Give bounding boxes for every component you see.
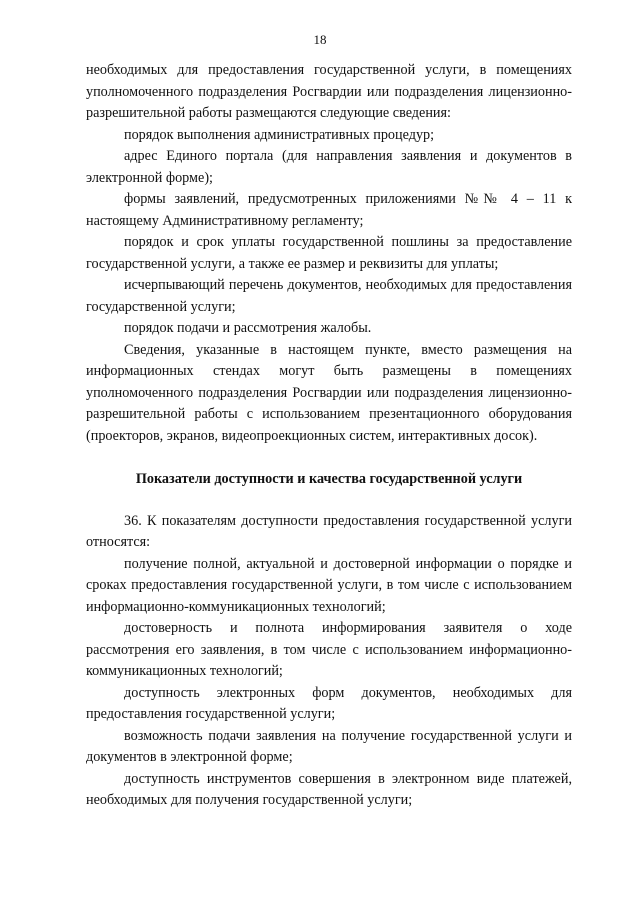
paragraph: порядок и срок уплаты государственной пошлины за предоставление государственной услуги, а также ее размер и реквизиты для уплаты; (86, 234, 572, 272)
paragraph: 36. К показателям доступности предоставления государственной услуги относятся: (86, 512, 572, 550)
paragraph: доступность электронных форм документов, необходимых для предоставления государственной услуги; (86, 684, 572, 722)
document-body (86, 60, 572, 812)
paragraph: формы заявлений, предусмотренных приложениями №№ 4 – 11 к настоящему Административному регламенту; (86, 191, 572, 229)
paragraph: порядок подачи и рассмотрения жалобы. (124, 320, 372, 336)
paragraph: адрес Единого портала (для направления заявления и документов в электронной форме); (86, 148, 572, 186)
paragraph: получение полной, актуальной и достоверной информации о порядке и сроках предоставления государственной услуги, в том числе с использованием информационно-коммуникационных технологий; (86, 555, 572, 615)
paragraph: доступность инструментов совершения в электронном виде платежей, необходимых для получения государственной услуги; (86, 770, 572, 808)
paragraph: достоверность и полнота информирования заявителя о ходе рассмотрения его заявления, в том числе с использованием информационно-коммуникационных технологий; (86, 620, 572, 679)
page-number: 18 (313, 32, 327, 47)
paragraph: исчерпывающий перечень документов, необходимых для предоставления государственной услуги; (86, 277, 572, 315)
paragraph: необходимых для предоставления государственной услуги, в помещениях уполномоченного подразделения Росгвардии или подразделения лицензионно-разрешительной работы размещаются следующие сведения: (86, 62, 572, 121)
paragraph: порядок выполнения административных процедур; (124, 126, 435, 143)
paragraph: возможность подачи заявления на получение государственной услуги и документов в электронной форме; (86, 727, 572, 765)
paragraph: Сведения, указанные в настоящем пункте, вместо размещения на информационных стендах могут быть размещены в помещениях уполномоченного подразделения Росгвардии или подразделения лицензионно-разрешительной работы с использованием презентационного оборудования (проекторов, экранов, видеопроекционных систем, интерактивных досок). (86, 341, 572, 444)
section-heading: Показатели доступности и качества государственной услуги (135, 471, 523, 487)
